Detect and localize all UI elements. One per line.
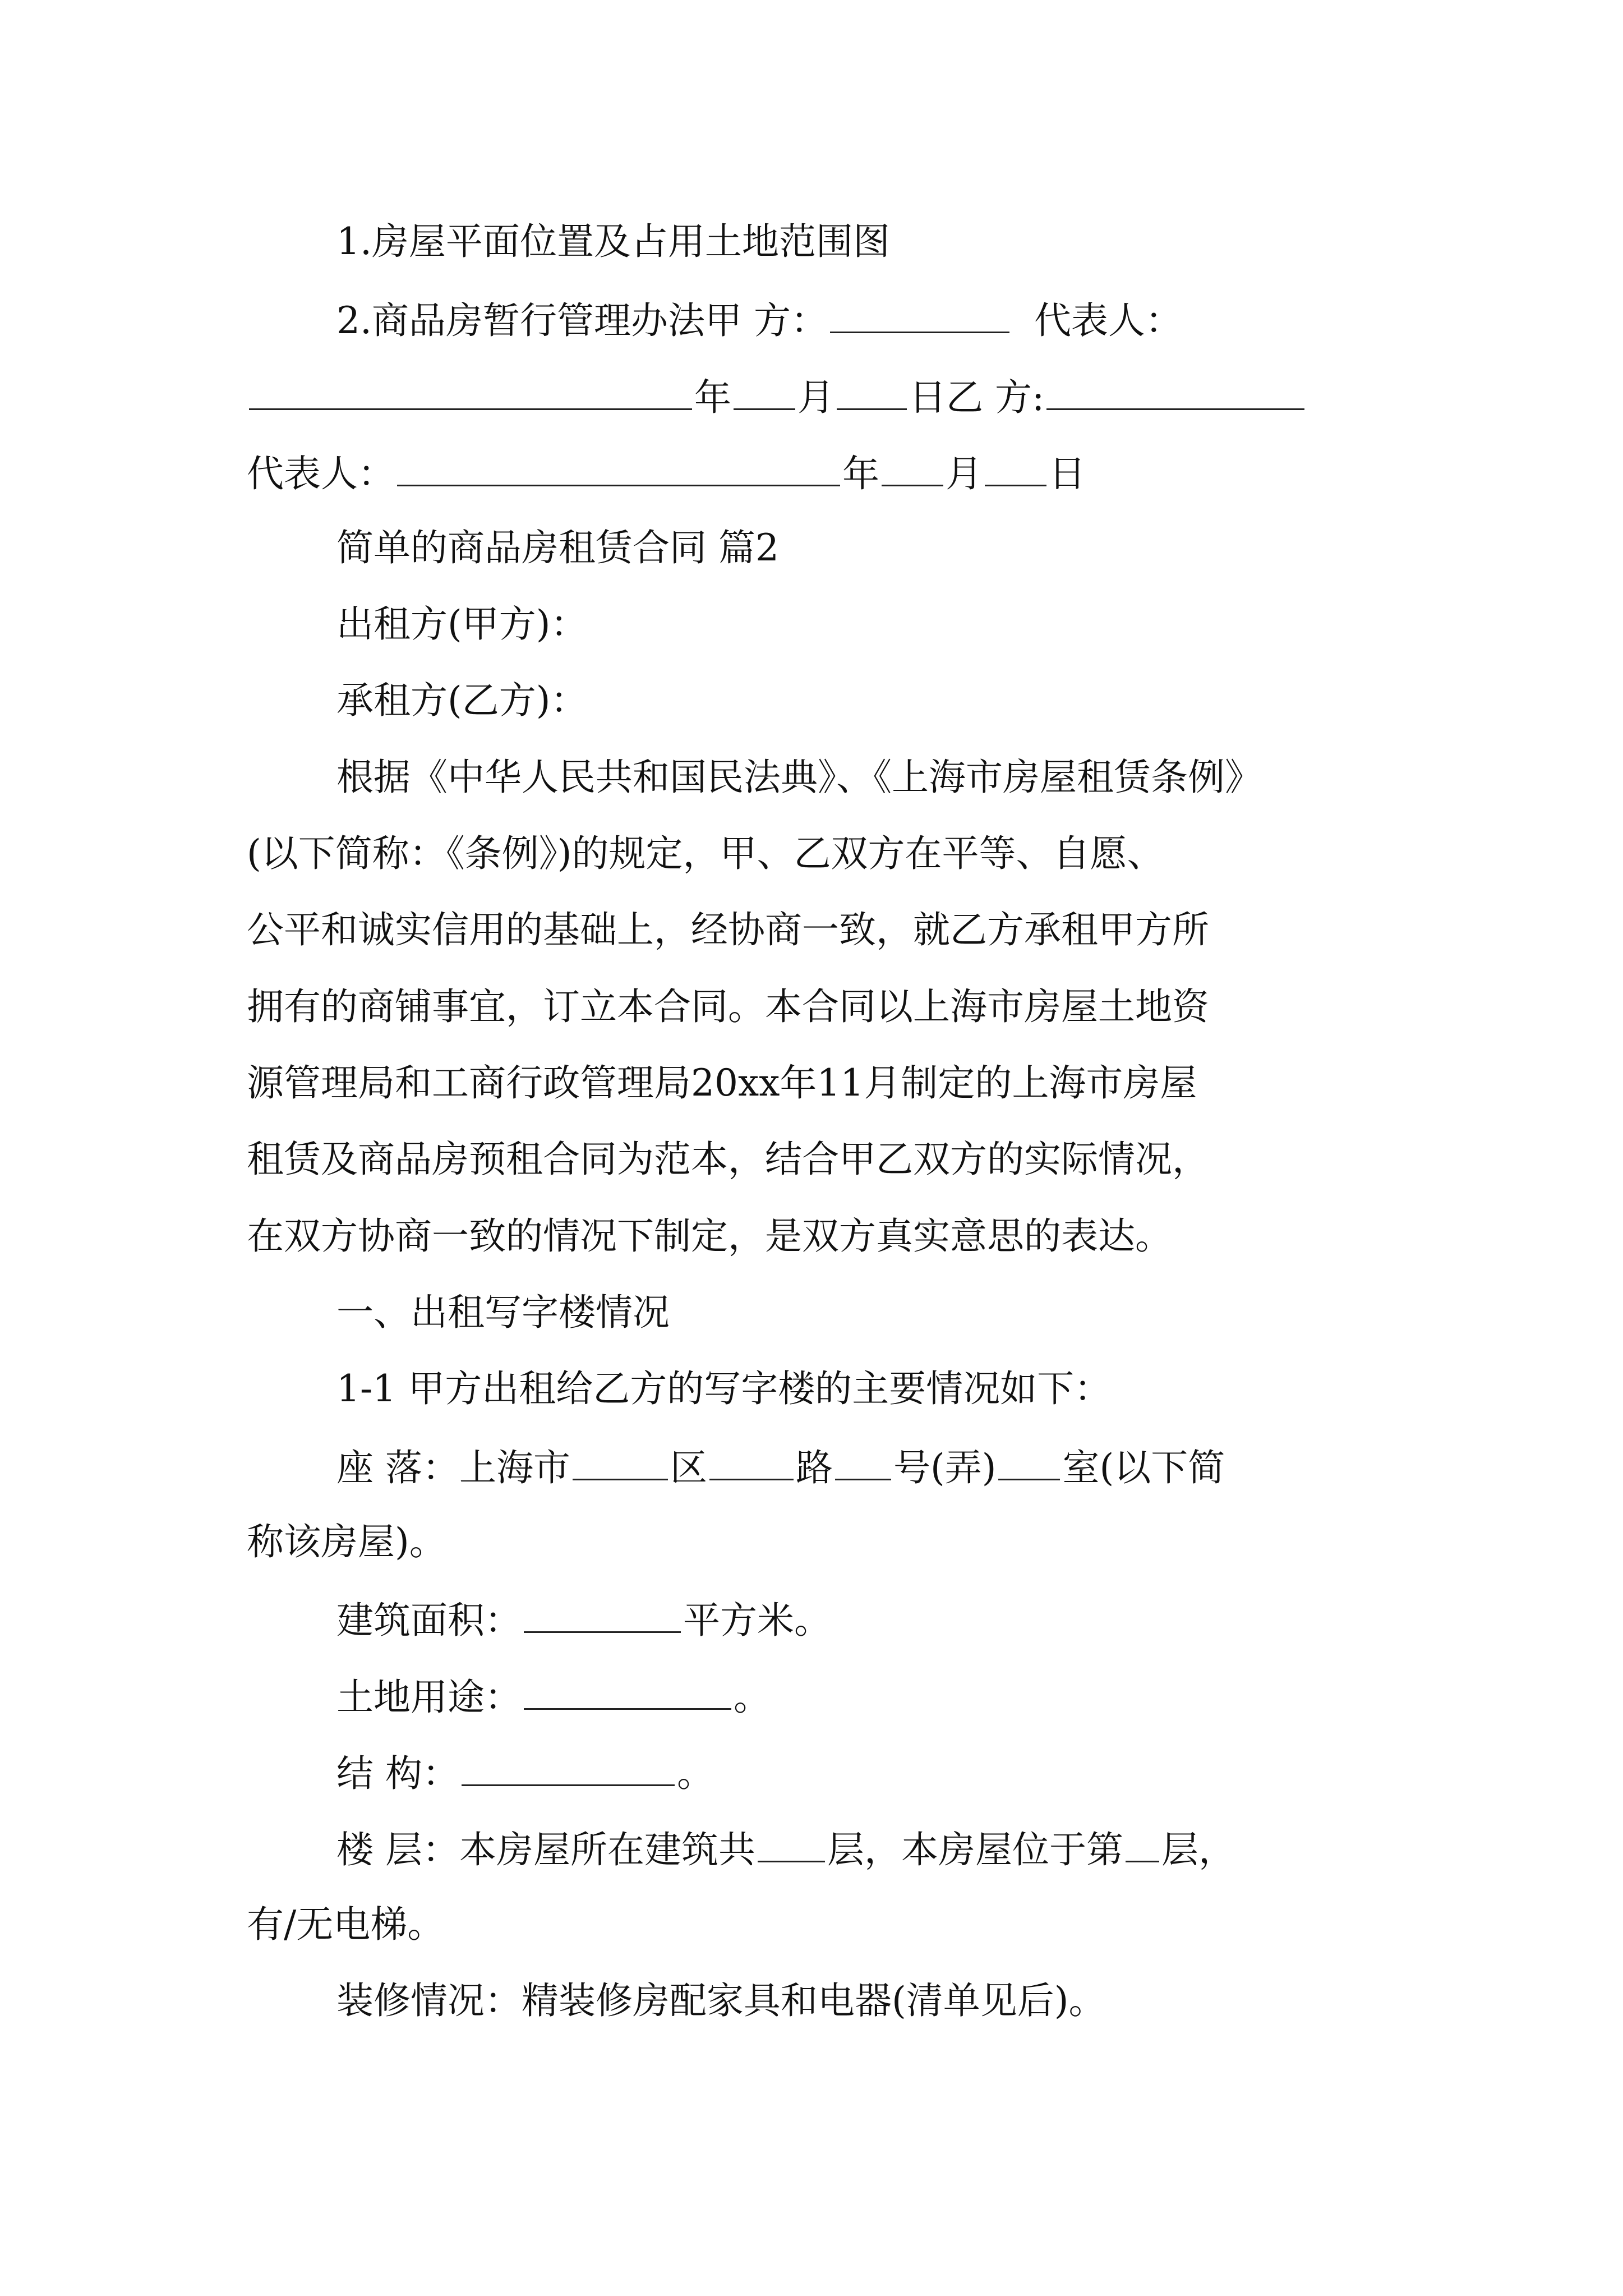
blank-structure [462, 1753, 675, 1786]
floor-line: 楼 层：本房屋所在建筑共 层，本房屋位于第 层， [336, 1828, 1235, 1871]
elevator-line: 有/无电梯。 [247, 1903, 445, 1946]
attachment-item-1: 1.房屋平面位置及占用土地范围图 [336, 220, 890, 263]
blank-total-floors [758, 1829, 825, 1862]
lessee-line: 承租方(乙方)： [336, 679, 588, 722]
location-line-cont: 称该房屋)。 [247, 1520, 446, 1563]
attachment-item-2: 2.商品房暂行管理办法甲 方： 代表人： [336, 299, 1182, 342]
body-paragraph-line: 源管理局和工商行政管理局20xx年11月制定的上海市房屋 [247, 1061, 1197, 1105]
blank-month [734, 377, 795, 410]
section-heading: 简单的商品房租赁合同 篇2 [336, 526, 779, 569]
blank-floor-area [524, 1600, 681, 1633]
body-paragraph-line: 租赁及商品房预租合同为范本，结合甲乙双方的实际情况， [247, 1138, 1209, 1181]
body-paragraph-line: 拥有的商铺事宜，订立本合同。本合同以上海市房屋土地资 [247, 985, 1209, 1028]
blank-floor-number [1126, 1829, 1159, 1862]
clause-1-1: 1-1 甲方出租给乙方的写字楼的主要情况如下： [336, 1367, 1112, 1410]
blank-party-a [830, 300, 1009, 333]
blank-day [837, 377, 907, 410]
blank-district [573, 1447, 668, 1480]
blank-representative-a [249, 377, 692, 410]
body-paragraph-line: 公平和诚实信用的基础上，经协商一致，就乙方承租甲方所 [247, 908, 1209, 951]
blank-representative-b [397, 453, 840, 486]
blank-road [709, 1447, 794, 1480]
body-paragraph-line: (以下简称：《条例》)的规定，甲、乙双方在平等、自愿、 [247, 832, 1164, 875]
clause-heading: 一、出租写字楼情况 [336, 1291, 670, 1334]
land-use-line: 土地用途： 。 [336, 1676, 771, 1719]
structure-line: 结 构： 。 [336, 1752, 714, 1795]
signature-line-b: 代表人： 年 月 日 [247, 452, 1086, 495]
lessor-line: 出租方(甲方)： [336, 602, 588, 646]
body-paragraph-line: 在双方协商一致的情况下制定，是双方真实意思的表达。 [247, 1214, 1172, 1258]
blank-room [998, 1447, 1060, 1480]
blank-party-b [1046, 377, 1304, 410]
body-paragraph-line: 根据《中华人民共和国民法典》、《上海市房屋租赁条例》 [336, 756, 1262, 799]
floor-area-line: 建筑面积： 平方米。 [336, 1599, 831, 1642]
decoration-line: 装修情况：精装修房配家具和电器(清单见后)。 [336, 1979, 1106, 2022]
signature-line-a: 年 月 日乙 方: [247, 377, 1391, 416]
blank-number [835, 1447, 891, 1480]
location-line: 座 落：上海市 区 路 号(弄) 室(以下简 [336, 1446, 1225, 1489]
blank-land-use [524, 1677, 731, 1710]
